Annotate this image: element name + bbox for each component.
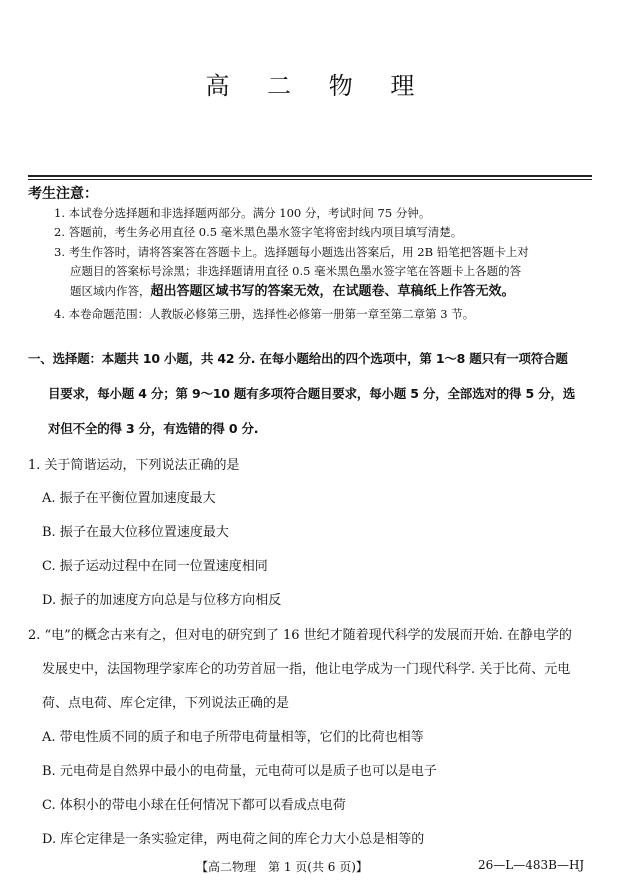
notice-heading: 考生注意：: [28, 186, 98, 202]
notice-item-3-end-text: 题区域内作答，: [70, 284, 151, 298]
q2-stem-line-2: 发展史中，法国物理学家库仑的功劳首屈一指，他让电学成为一门现代科学. 关于比荷、元电: [42, 662, 571, 677]
notice-warning: 超出答题区域书写的答案无效，在试题卷、草稿纸上作答无效。: [150, 284, 515, 299]
q2-stem-line-1: 2. “电”的概念古来有之，但对电的研究到了 16 世纪才随着现代科学的发展而开始. 在静电学的: [28, 628, 572, 643]
footer-page-label: 【高二物理 第 1 页(共 6 页)】: [196, 860, 368, 874]
section-instructions-line-1: 一、选择题：本题共 10 小题，共 42 分. 在每小题给出的四个选项中，第 1～8 题只有一项符合题: [28, 351, 568, 366]
q1-option-c: C. 振子运动过程中在同一位置速度相同: [42, 559, 268, 574]
q1-option-a: A. 振子在平衡位置加速度最大: [42, 491, 216, 506]
footer-code: 26—L—483B—HJ: [478, 858, 585, 872]
q2-stem-line-3: 荷、点电荷、库仑定律，下列说法正确的是: [42, 696, 290, 711]
q1-option-d: D. 振子的加速度方向总是与位移方向相反: [42, 593, 282, 608]
header-rule: [28, 175, 592, 177]
section-instructions-line-2: 目要求，每小题 4 分；第 9～10 题有多项符合题目要求，每小题 5 分，全部选对的得 5 分，选: [48, 386, 576, 401]
q2-option-c: C. 体积小的带电小球在任何情况下都可以看成点电荷: [42, 798, 346, 813]
page-title: 高 二 物 理: [205, 72, 430, 100]
q1-option-b: B. 振子在最大位移位置速度最大: [42, 525, 229, 540]
notice-item-2: 2. 答题前，考生务必用直径 0.5 毫米黑色墨水签字笔将密封线内项目填写清楚。: [54, 225, 463, 239]
notice-item-4: 4. 本卷命题范围：人教版必修第三册，选择性必修第一册第一章至第二章第 3 节。: [54, 307, 475, 321]
header-rule-thin: [28, 179, 592, 180]
q2-option-a: A. 带电性质不同的质子和电子所带电荷量相等，它们的比荷也相等: [42, 730, 424, 745]
notice-item-3: 3. 考生作答时，请将答案答在答题卡上。选择题每小题选出答案后，用 2B 铅笔把答题卡上对: [54, 245, 529, 259]
notice-item-3-end: [70, 283, 515, 300]
q2-option-b: B. 元电荷是自然界中最小的电荷量，元电荷可以是质子也可以是电子: [42, 764, 437, 779]
q2-option-d: D. 库仑定律是一条实验定律，两电荷之间的库仑力大小总是相等的: [42, 832, 425, 847]
q1-stem: 1. 关于简谐运动，下列说法正确的是: [28, 458, 240, 473]
section-instructions-line-3: 对但不全的得 3 分，有选错的得 0 分.: [48, 421, 259, 436]
notice-item-1: 1. 本试卷分选择题和非选择题两部分。满分 100 分，考试时间 75 分钟。: [54, 206, 431, 220]
notice-item-3-cont: 应题目的答案标号涂黑；非选择题请用直径 0.5 毫米黑色墨水签字笔在答题卡上各题的答: [70, 264, 522, 278]
